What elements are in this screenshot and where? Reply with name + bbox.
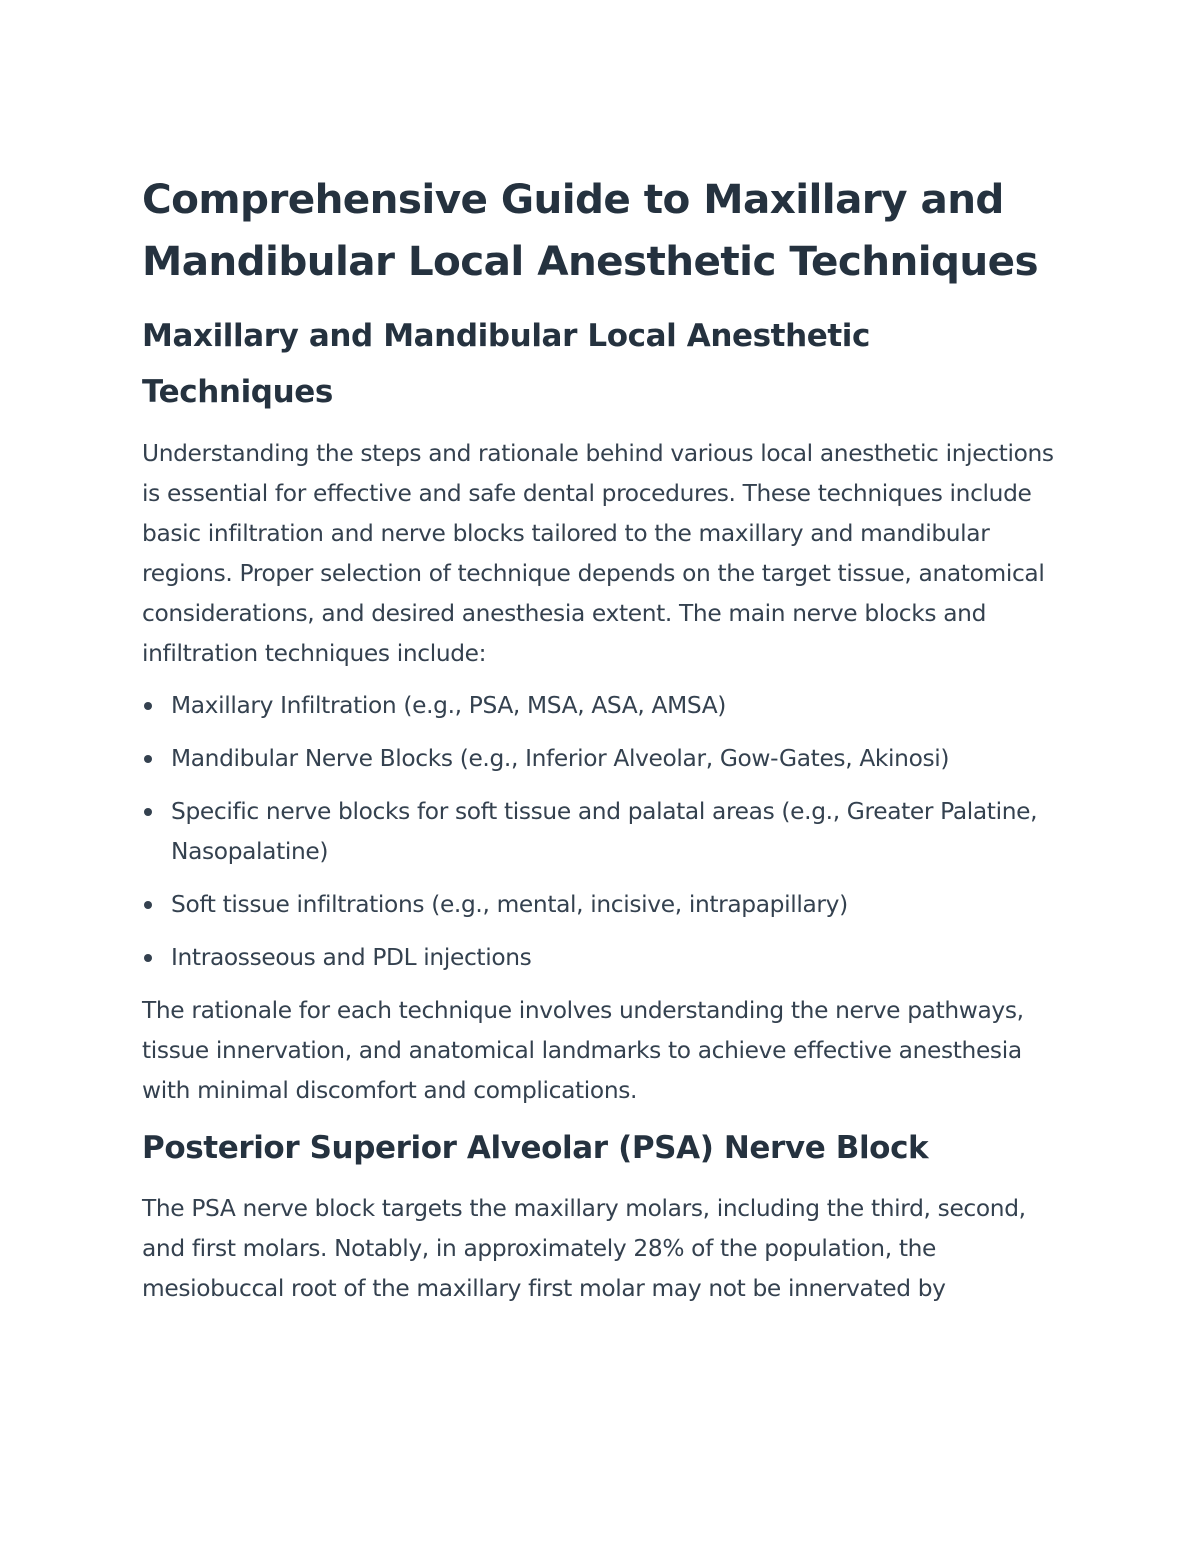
list-item-text: Specific nerve blocks for soft tissue and palatal areas (e.g., Greater Palatine, Nasopalatine) <box>171 798 1038 865</box>
bullet-icon <box>144 808 152 816</box>
list-item <box>142 739 1062 779</box>
document-page <box>142 168 1062 1309</box>
intro-paragraph: Understanding the steps and rationale behind various local anesthetic injections is essential for effective and safe dental procedures. These techniques include basic infiltration and nerve blocks tailored to the maxillary and mandibular regions. Proper selection of technique depends on the target tissue, anatomical considerations, and desired anesthesia extent. The main nerve blocks and infiltration techniques include: <box>142 440 1054 667</box>
list-item <box>142 792 1062 872</box>
technique-list <box>142 686 1062 978</box>
list-item-text: Intraosseous and PDL injections <box>171 944 532 971</box>
psa-paragraph: The PSA nerve block targets the maxillary molars, including the third, second, and first molars. Notably, in approximately 28% of the population, the mesiobuccal root of the maxillary first molar may not be innervated by <box>142 1195 1026 1302</box>
rationale-paragraph: The rationale for each technique involves understanding the nerve pathways, tissue innervation, and anatomical landmarks to achieve effective anesthesia with minimal discomfort and complications. <box>142 997 1024 1104</box>
list-item <box>142 686 1062 726</box>
bullet-icon <box>144 755 152 763</box>
bullet-icon <box>144 901 152 909</box>
list-item <box>142 938 1062 978</box>
section-heading-techniques: Maxillary and Mandibular Local Anesthetic Techniques <box>142 318 870 410</box>
list-item-text: Soft tissue infiltrations (e.g., mental, incisive, intrapapillary) <box>171 891 848 918</box>
section-heading-psa: Posterior Superior Alveolar (PSA) Nerve Block <box>142 1130 929 1166</box>
bullet-icon <box>144 702 152 710</box>
list-item-text: Maxillary Infiltration (e.g., PSA, MSA, ASA, AMSA) <box>171 692 727 719</box>
document-title: Comprehensive Guide to Maxillary and Mandibular Local Anesthetic Techniques <box>142 175 1039 285</box>
list-item-text: Mandibular Nerve Blocks (e.g., Inferior Alveolar, Gow-Gates, Akinosi) <box>171 745 950 772</box>
list-item <box>142 885 1062 925</box>
bullet-icon <box>144 954 152 962</box>
